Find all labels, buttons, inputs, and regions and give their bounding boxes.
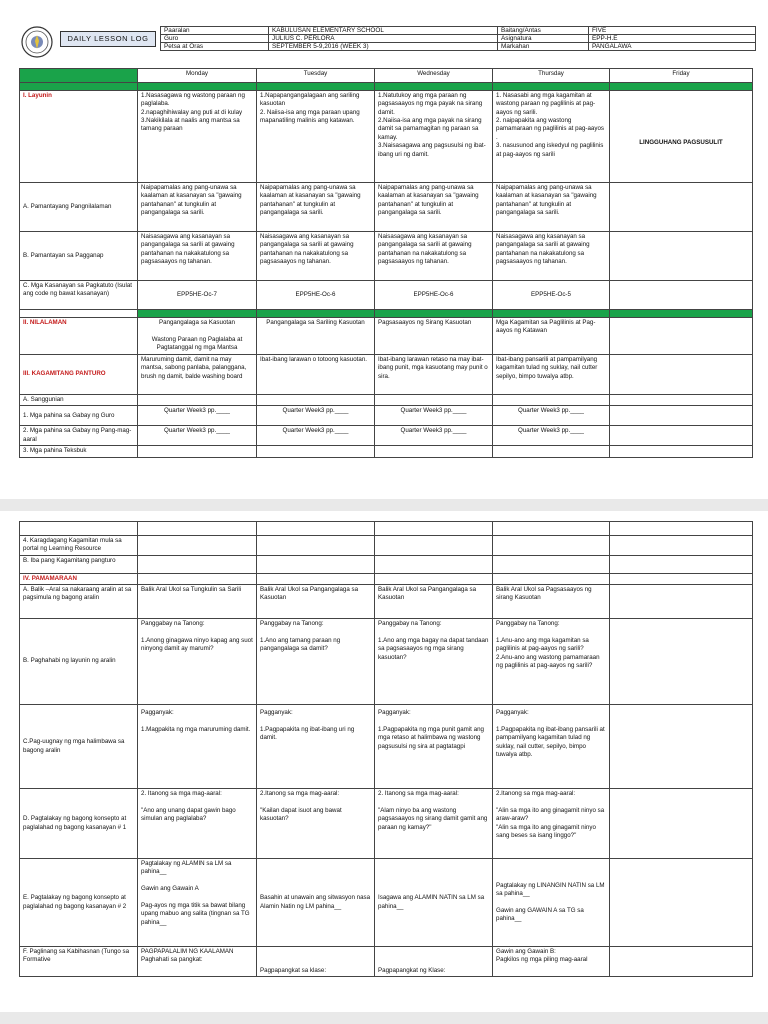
cell-tuesday: Ibat-ibang larawan o totoong kasuotan. [257,355,375,395]
green-divider [20,310,753,318]
row-label: 3. Mga pahina Teksbuk [20,446,138,457]
cell-tuesday: 1.Napapangangalagaan ang sariling kasuotan 2. Naiisa-isa ang mga paraan upang mapanatiling malinis ang katawan. [257,91,375,183]
cell-wednesday: Isagawa ang ALAMIN NATIN sa LM sa pahina__ [375,859,493,947]
cell-wednesday: 1.Natutukoy ang mga paraan ng pagsasaayos ng mga payak na sirang damit. 2.Naiisa-isa ang mga payak na sirang damit sa pamamagitan ng paraan sa kamay. 3.Naisasagawa ang pagsusulsi ng ibat-ibang uri ng damit. [375,91,493,183]
cell-tuesday: Basahin at unawain ang sitwasyon nasa Alamin Natin ng LM pahina__ [257,859,375,947]
header-label: Baitang/Antas [498,27,589,35]
cell-friday [610,705,753,789]
cell-monday: Quarter Week3 pp.____ [138,406,257,426]
row-pag-uugnay [20,705,753,789]
green-divider [20,83,753,91]
cell-thursday: Panggabay na Tanong: 1.Anu-ano ang mga kagamitan sa paglilinis at pag-aayos ng sarili? 2.Anu-ano ang wastong pamamaraan ng paglilinis at pag-aayos ng sarili? [493,619,610,705]
cell-thursday: Quarter Week3 pp.____ [493,426,610,446]
cell-tuesday: Quarter Week3 pp.____ [257,426,375,446]
cell-thursday: 1. Nasasabi ang mga kagamitan at wastong paraan ng paglilinis at pag-aayos ng sarili. 2. naipapakita ang wastong pamamaraan ng paglilinis at pag-aayos . 3. nasusunod ang iskedyul ng paglilinis at pag-aayos ng sarili [493,91,610,183]
row-nilalaman [20,318,753,355]
cell-wednesday: Naipapamalas ang pang-unawa sa kaalaman at kasanayan sa "gawaing pantahanan" at tungkulin at pangangalaga sa sarili. [375,183,493,232]
lesson-log-table-2 [19,521,753,977]
cell-thursday: Pagtalakay ng LINANGIN NATIN sa LM sa pahina__ Gawin ang GAWAIN A sa TG sa pahina__ [493,859,610,947]
header-value: SEPTEMBER 5-9,2016 (WEEK 3) [269,43,498,51]
page-2 [0,511,768,1012]
row-label: III. KAGAMITANG PANTURO [20,355,138,395]
header-table [160,26,756,51]
cell-wednesday: Ibat-ibang larawan retaso na may ibat-ibang punit, mga kasuotang may punit o sira. [375,355,493,395]
cell-friday [610,355,753,395]
cell-tuesday: Panggabay na Tanong: 1.Ano ang tamang paraan ng pangangalaga sa damit? [257,619,375,705]
row-label: F. Paglinang sa Kabihasnan (Tungo sa Formative [20,947,138,977]
header-value: PANGALAWA [589,43,756,51]
corner-cell [20,69,138,83]
row-pagganap [20,232,753,281]
cell-friday [610,859,753,947]
cell-friday [610,947,753,977]
row-pamantayang [20,183,753,232]
day-tuesday: Tuesday [257,69,375,83]
cell-wednesday: Quarter Week3 pp.____ [375,426,493,446]
cell-wednesday: Pagpapangkat ng Klase: [375,947,493,977]
row-sanggunian [20,395,753,406]
cell-tuesday: 2.Itanong sa mga mag-aaral: "Kailan dapat isuot ang bawat kasuotan? [257,789,375,859]
row-label: C.Pag-uugnay ng mga halimbawa sa bagong aralin [20,705,138,789]
cell-monday: Pagganyak: 1.Magpakita ng mga maruruming damit. [138,705,257,789]
row-karagdagang [20,536,753,556]
row-label: 2. Mga pahina sa Gabay ng Pang-mag-aaral [20,426,138,446]
row-label: C. Mga Kasanayan sa Pagkatuto (Isulat ang code ng bawat kasanayan) [20,281,138,310]
day-wednesday: Wednesday [375,69,493,83]
row-kagamitan [20,355,753,395]
cell-wednesday: Panggabay na Tanong: 1.Ano ang mga bagay na dapat tandaan sa pagsasaayos ng mga sirang kasuotan? [375,619,493,705]
row-label: 4. Karagdagang Kagamitan mula sa portal ng Learning Resource [20,536,138,556]
cell-wednesday: Pagganyak: 1.Pagpapakita ng mga punit gamit ang mga retaso at halimbawa ng wastong pagsusulsi ng sira at pagtatagpi [375,705,493,789]
cell-friday [610,619,753,705]
cell-thursday: EPP5HE-Oc-5 [493,281,610,310]
cell-tuesday: Naipapamalas ang pang-unawa sa kaalaman at kasanayan sa "gawaing pantahanan" at tungkulin at pangangalaga sa sarili. [257,183,375,232]
cell-tuesday: Balik Aral Ukol sa Pangangalaga sa Kasuotan [257,585,375,619]
day-thursday: Thursday [493,69,610,83]
cell-friday [610,789,753,859]
cell-tuesday: EPP5HE-Oc-6 [257,281,375,310]
header-label: Guro [161,35,269,43]
cell-thursday: 2.Itanong sa mga mag-aaral: "Alin sa mga ito ang ginagamit ninyo sa araw-araw? "Alin sa mga ito ang ginagamit ninyo sang beses sa isang linggo?" [493,789,610,859]
cell-thursday: Naisasagawa ang kasanayan sa pangangalaga sa sarili at gawaing pantahanan na nakakatulong sa pagsasaayos ng tahanan. [493,232,610,281]
row-balik-aral [20,585,753,619]
cell-wednesday: EPP5HE-Oc-6 [375,281,493,310]
cell-monday: Pagtalakay ng ALAMIN sa LM sa pahina__ Gawin ang Gawain A Pag-ayos ng mga titik sa bawat bilang upang mabuo ang salita (tingnan sa TG pahina__ [138,859,257,947]
cell-tuesday: Pagganyak: 1.Pagpapakita ng ibat-ibang uri ng damit. [257,705,375,789]
header-label: Asignatura [498,35,589,43]
deped-seal-icon [21,26,53,58]
row-label: B. Iba pang Kagamitang pangturo [20,555,138,573]
lesson-log-table-1 [19,68,753,458]
cell-friday [610,183,753,232]
cell-monday: Pangangalaga sa Kasuotan Wastong Paraan ng Paglalaba at Pagtatanggal ng mga Mantsa [138,318,257,355]
cell-tuesday: Naisasagawa ang kasanayan sa pangangalaga sa sarili at gawaing pantahanan na nakakatulong sa pagsasaayos ng tahanan. [257,232,375,281]
cell-monday: Maruruming damit, damit na may mantsa, sabong panlaba, palanggana, brush ng damit, balde washing board [138,355,257,395]
row-pagtalakay-2 [20,859,753,947]
header-row [161,35,756,43]
day-monday: Monday [138,69,257,83]
row-gabay-mag-aaral [20,426,753,446]
cell-monday: 1.Nasasagawa ng wastong paraan ng paglalaba. 2.napaghihiwalay ang puti at di kulay 3.Nakikilala at naalis ang mantsa sa tamang paraan [138,91,257,183]
cell-tuesday: Pagpapangkat sa klase: [257,947,375,977]
cell-thursday: Mga Kagamitan sa Paglilinis at Pag-aayos ng Katawan [493,318,610,355]
cell-friday [610,406,753,426]
row-pamamaraan [20,573,753,584]
cell-tuesday: Pangangalaga sa Sariling Kasuotan [257,318,375,355]
cell-monday: Naisasagawa ang kasanayan sa pangangalaga sa sarili at gawaing pantahanan na nakakatulong sa pagsasaayos ng tahanan. [138,232,257,281]
row-label: A. Pamantayang Pangnilalaman [20,183,138,232]
header-value: FIVE [589,27,756,35]
row-layunin [20,91,753,183]
cell-monday: Naipapamalas ang pang-unawa sa kaalaman at kasanayan sa "gawaing pantahanan" at tungkulin at pangangalaga sa sarili. [138,183,257,232]
row-label: I. Layunin [20,91,138,183]
row-paghahabi [20,619,753,705]
cell-thursday: Pagganyak: 1.Pagpapakita ng ibat-ibang pansarili at pampamilyang kagamitan tulad ng suklay, nail cutter, sepilyo, bimpo tuwalya atbp. [493,705,610,789]
blank-row [20,522,753,536]
cell-friday [610,585,753,619]
row-label: B. Pamantayan sa Pagganap [20,232,138,281]
row-label: II. NILALAMAN [20,318,138,355]
row-iba-pang-kagamitan [20,555,753,573]
cell-thursday: Gawin ang Gawain B: Pagkilos ng mga piling mag-aaral [493,947,610,977]
header-label: Petsa at Oras [161,43,269,51]
cell-wednesday: Naisasagawa ang kasanayan sa pangangalaga sa sarili at gawaing pantahanan na nakakatulong sa pagsasaayos ng tahanan. [375,232,493,281]
row-label: B. Paghahabi ng layunin ng aralin [20,619,138,705]
cell-thursday: Quarter Week3 pp.____ [493,406,610,426]
row-label: A. Sanggunian [20,395,138,406]
cell-thursday: Naipapamalas ang pang-unawa sa kaalaman at kasanayan sa "gawaing pantahanan" at tungkulin at pangangalaga sa sarili. [493,183,610,232]
header-row [161,43,756,51]
header-row [161,27,756,35]
cell-friday [610,232,753,281]
day-header-row [20,69,753,83]
cell-wednesday: 2. Itanong sa mga mag-aaral: "Alam ninyo ba ang wastong pagsasaayos ng sirang damit gamit ang paraan ng kamay?" [375,789,493,859]
cell-monday: Panggabay na Tanong: 1.Anong ginagawa ninyo kapag ang suot ninyong damit ay marumi? [138,619,257,705]
cell-monday: EPP5HE-Oc-7 [138,281,257,310]
header-label: Paaralan [161,27,269,35]
header-value: JULIUS C. PERLORA [269,35,498,43]
cell-friday [610,426,753,446]
header-value: KABULUSAN ELEMENTARY SCHOOL [269,27,498,35]
page-separator [0,1012,768,1024]
row-label: D. Pagtalakay ng bagong konsepto at paglalahad ng bagong kasanayan # 1 [20,789,138,859]
row-paglinang [20,947,753,977]
row-label: IV. PAMAMARAAN [20,573,138,584]
row-gabay-guro [20,406,753,426]
cell-friday [610,281,753,310]
friday-exam-label: LINGGUHANG PAGSUSULIT [610,91,753,183]
cell-monday: Balik Aral Ukol sa Tungkulin sa Sarili [138,585,257,619]
row-label: A. Balik –Aral sa nakaraang aralin at sa pagsimula ng bagong aralin [20,585,138,619]
day-friday: Friday [610,69,753,83]
cell-tuesday: Quarter Week3 pp.____ [257,406,375,426]
header-label: Markahan [498,43,589,51]
document-title: DAILY LESSON LOG [60,31,156,47]
cell-friday [610,318,753,355]
page-1 [0,0,768,499]
row-label: 1. Mga pahina sa Gabay ng Guro [20,406,138,426]
header-value: EPP-H.E [589,35,756,43]
cell-thursday: Balik Aral Ukol sa Pagsasaayos ng sirang Kasuotan [493,585,610,619]
cell-wednesday: Pagsasaayos ng Sirang Kasuotan [375,318,493,355]
row-teksbuk [20,446,753,457]
row-label: E. Pagtalakay ng bagong konsepto at paglalahad ng bagong kasanayan # 2 [20,859,138,947]
row-code [20,281,753,310]
cell-wednesday: Quarter Week3 pp.____ [375,406,493,426]
cell-thursday: Ibat-ibang pansarili at pampamilyang kagamitan tulad ng suklay, nail cutter sepilyo, bimpo tuwalya atbp. [493,355,610,395]
cell-monday: PAGPAPALALIM NG KAALAMAN Paghahati sa pangkat: [138,947,257,977]
cell-monday: 2. Itanong sa mga mag-aaral: "Ano ang unang dapat gawin bago simulan ang paglalaba? [138,789,257,859]
page-separator [0,499,768,511]
cell-monday: Quarter Week3 pp.____ [138,426,257,446]
cell-wednesday: Balik Aral Ukol sa Pangangalaga sa Kasuotan [375,585,493,619]
row-pagtalakay-1 [20,789,753,859]
